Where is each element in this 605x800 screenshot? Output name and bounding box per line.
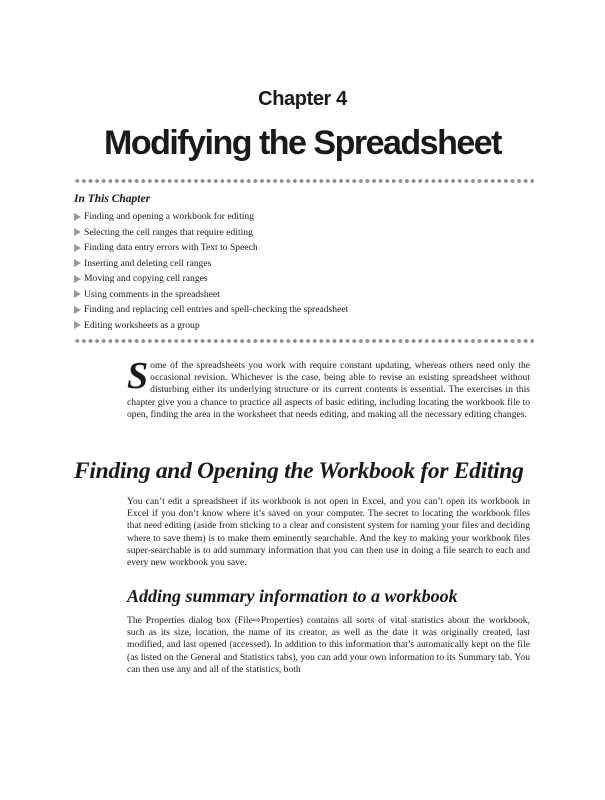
- triangle-bullet-icon: [74, 290, 81, 298]
- dotted-divider-bottom: [74, 338, 534, 344]
- triangle-bullet-icon: [74, 213, 81, 221]
- subsection-paragraph: The Properties dialog box (File⇨Properties) contains all sorts of vital statistics about the workbook, such as its size, location, the name of its creator, as well as the date it was originally created, last modified, and last opened (accessed). In addition to this information that’s automatically kept on the file (as listed on the General and Statistics tabs), you can add your own information to its Summary tab. You can then use any and all of the statistics, both: [127, 615, 530, 675]
- triangle-bullet-icon: [74, 321, 81, 329]
- intro-paragraph: [127, 355, 530, 421]
- drop-cap: S: [127, 355, 149, 397]
- list-item: Finding and opening a workbook for editing: [74, 209, 348, 225]
- in-this-chapter-list: [74, 209, 348, 333]
- triangle-bullet-icon: [74, 228, 81, 236]
- chapter-title: Modifying the Spreadsheet: [104, 124, 501, 162]
- list-item: Selecting the cell ranges that require editing: [74, 225, 348, 241]
- triangle-bullet-icon: [74, 306, 81, 314]
- list-item: Editing worksheets as a group: [74, 318, 348, 334]
- triangle-bullet-icon: [74, 244, 81, 252]
- section-heading: Finding and Opening the Workbook for Editing: [74, 458, 524, 484]
- in-this-chapter-heading: In This Chapter: [74, 193, 151, 205]
- list-item: Moving and copying cell ranges: [74, 271, 348, 287]
- triangle-bullet-icon: [74, 259, 81, 267]
- list-item: Finding and replacing cell entries and spell-checking the spreadsheet: [74, 302, 348, 318]
- triangle-bullet-icon: [74, 275, 81, 283]
- dotted-divider-top: [74, 178, 534, 184]
- list-item: Finding data entry errors with Text to Speech: [74, 240, 348, 256]
- subsection-heading: Adding summary information to a workbook: [127, 586, 458, 606]
- list-item: Inserting and deleting cell ranges: [74, 256, 348, 272]
- chapter-number: Chapter 4: [258, 88, 347, 110]
- intro-text: ome of the spreadsheets you work with require constant updating, whereas others need only the occasional revision. Whichever is the case, being able to revise an existing spreadsheet without disturbing either its underlying structure or its current contents is essential. The exercises in this chapter give you a chance to practice all aspects of basic editing, including locating the workbook file to open, finding the area in the worksheet that needs editing, and making all the necessary editing changes.: [127, 360, 530, 420]
- list-item: Using comments in the spreadsheet: [74, 287, 348, 303]
- section-paragraph: You can’t edit a spreadsheet if its workbook is not open in Excel, and you can’t open its workbook in Excel if you don’t know where it’s saved on your computer. The secret to locating the workbook files that need editing (aside from sticking to a clear and consistent system for naming your files and deciding where to save them) is to make them eminently searchable. And the key to making your workbook files super-searchable is to add summary information that you can then use in doing a file search to each and every new workbook you save.: [127, 496, 530, 569]
